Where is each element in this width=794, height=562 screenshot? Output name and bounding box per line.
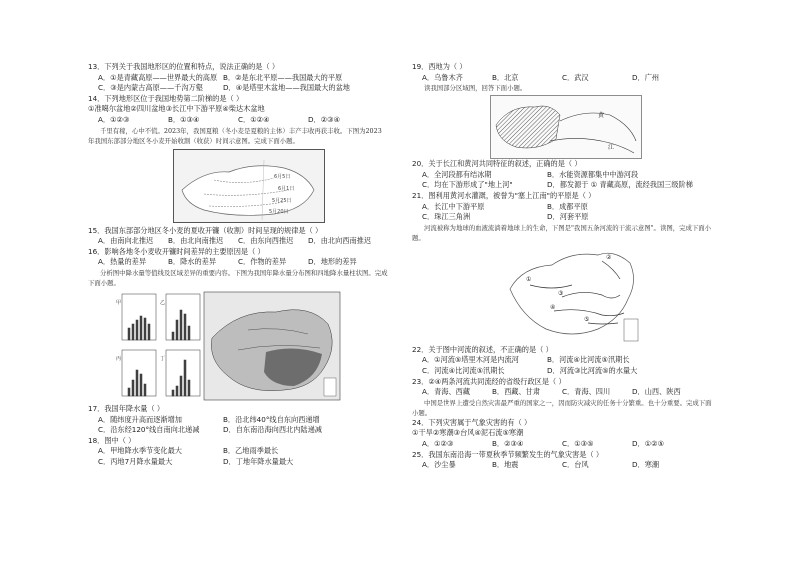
q14-options bbox=[88, 115, 388, 126]
q20-stem: 20．关于长江和黄河共同特征的叙述，正确的是（ ） bbox=[412, 159, 582, 169]
q23-option-c[interactable]: C．青海、四川 bbox=[562, 387, 611, 397]
q24-option-d[interactable]: D．①②⑤ bbox=[632, 438, 665, 448]
q14-items: ①准噶尔盆地②四川盆地③长江中下游平原④柴达木盆地 bbox=[88, 104, 265, 114]
rainfall-charts-and-map bbox=[88, 290, 388, 404]
river-label-1: ① bbox=[526, 275, 532, 283]
left-column bbox=[88, 62, 388, 468]
passage-harvest: 千里有稼，心中不慌。2023年，我国夏粮（冬小麦是夏粮的主体）丰产丰收再获丰收。下图为2023年我国东部部分地区冬小麦开始收割（收获）时间示意图。完成下面小题。 bbox=[88, 126, 382, 145]
q19-options bbox=[412, 73, 712, 84]
q14-option-c[interactable]: C．①②④ bbox=[238, 114, 270, 124]
q22-option-c[interactable]: C．河流④比河流⑤汛期长 bbox=[422, 365, 505, 375]
q22-option-a[interactable]: A．①河流⑤塔里木河是内流河 bbox=[422, 355, 519, 365]
bar-label-jia: 甲 bbox=[116, 299, 122, 306]
harvest-map-image bbox=[174, 150, 324, 222]
q21-option-a[interactable]: A．长江中下游平原 bbox=[422, 201, 485, 211]
q18-options bbox=[88, 446, 388, 457]
q20-options-2 bbox=[412, 180, 712, 191]
q16-option-d[interactable]: D．地形的差异 bbox=[308, 257, 357, 267]
q25-option-d[interactable]: D．寒潮 bbox=[632, 460, 660, 470]
passage-disasters: 中国是世界上遭受自然灾害最严重的国家之一，因而防灾减灾的任务十分繁重。也十分重要。完成下面小题。 bbox=[412, 398, 712, 417]
q19-option-b[interactable]: B．北京 bbox=[492, 72, 519, 82]
passage-rivers: 河流被称为地球的血液流淌着地球上的生命，下图是"我国五条河流的干流示意图"。读图，完成下面小题。 bbox=[412, 223, 712, 242]
q17-options-2 bbox=[88, 425, 388, 436]
passage-rainfall: 分析图中降水量等值线及区域差异的重要内容。下图为我国年降水量分布图和四地降水量柱状图。完成下面小题。 bbox=[88, 268, 388, 287]
q25-option-b[interactable]: B．地震 bbox=[492, 460, 519, 470]
q13-options bbox=[88, 73, 388, 84]
q14-stem: 14．下列地形区位于我国地势第二阶梯的是（ ） bbox=[88, 93, 244, 103]
q17-option-d[interactable]: D．自东南沿海向西北内陆递减 bbox=[223, 425, 322, 435]
q20-option-b[interactable]: B．水能资源都集中中游河段 bbox=[547, 169, 639, 179]
harvest-label-3: 5月25日 bbox=[272, 197, 292, 204]
river-label-4: ④ bbox=[550, 303, 556, 311]
region-label-jiang: 江 bbox=[608, 144, 615, 152]
q21-option-c[interactable]: C．珠江三角洲 bbox=[422, 212, 471, 222]
q13-option-a[interactable]: A．①是青藏高原——世界最大的高原 bbox=[98, 72, 218, 82]
q22-option-b[interactable]: B．河流④比河流⑤汛期长 bbox=[547, 355, 630, 365]
bar-label-yi: 乙 bbox=[160, 299, 166, 306]
q23-stem: 23．②④两条河流共同流经的省级行政区是（ ） bbox=[412, 376, 566, 386]
q24-options bbox=[412, 439, 712, 450]
rainfall-map bbox=[204, 292, 340, 400]
q22-stem: 22．关于图中河流的叙述，不正确的是（ ） bbox=[412, 344, 553, 354]
q21-stem: 21．图利用黄河水灌溉，被誉为"塞上江南"的平原是（ ） bbox=[412, 190, 596, 200]
q16-option-a[interactable]: A．热量的差异 bbox=[98, 257, 147, 267]
q23-option-a[interactable]: A．青海、西藏 bbox=[422, 387, 471, 397]
q25-options bbox=[412, 460, 712, 471]
bar-label-ding: 丁 bbox=[160, 355, 166, 362]
q18-option-d[interactable]: D．丁地年降水量最大 bbox=[223, 456, 294, 466]
q25-option-c[interactable]: C．台风 bbox=[562, 460, 589, 470]
q16-option-b[interactable]: B．降水的差异 bbox=[168, 257, 217, 267]
q14-option-d[interactable]: D．②③④ bbox=[308, 114, 341, 124]
q13-option-b[interactable]: B．②是东北平原——我国最大的平原 bbox=[223, 72, 343, 82]
q15-option-c[interactable]: C．由东向西推迟 bbox=[238, 236, 294, 246]
q13-stem: 13．下列关于我国地形区的位置和特点，说法正确的是（ ） bbox=[88, 62, 280, 71]
q24-option-c[interactable]: C．①③⑤ bbox=[562, 438, 594, 448]
q21-options bbox=[412, 202, 712, 213]
q16-option-c[interactable]: C．作物的差异 bbox=[238, 257, 287, 267]
harvest-label-4: 5月20日 bbox=[269, 208, 289, 215]
q19-option-c[interactable]: C．武汉 bbox=[562, 72, 589, 82]
q17-option-a[interactable]: A．随纬度升高而逐渐增加 bbox=[98, 414, 182, 424]
q21-option-b[interactable]: B．成都平原 bbox=[547, 201, 588, 211]
q15-stem: 15．我国东部部分地区冬小麦的夏收开镰（收割）时间呈现的规律是（ ） bbox=[88, 225, 323, 235]
q16-stem: 16．影响各地冬小麦收开镰时间差异的主要原因是（ ） bbox=[88, 246, 265, 256]
harvest-map bbox=[173, 149, 325, 223]
q23-option-d[interactable]: D．山西、陕西 bbox=[632, 387, 681, 397]
q19-option-d[interactable]: D．广州 bbox=[632, 72, 660, 82]
q16-options bbox=[88, 257, 388, 268]
q14-option-a[interactable]: A．①②③ bbox=[98, 114, 130, 124]
q18-option-a[interactable]: A．甲地降水季节变化最大 bbox=[98, 446, 182, 456]
q15-options bbox=[88, 236, 388, 247]
q22-options bbox=[412, 355, 712, 366]
q13-options-2 bbox=[88, 83, 388, 94]
q13-option-c[interactable]: C．③是内蒙古高原——千沟万壑 bbox=[98, 83, 203, 93]
q20-options bbox=[412, 170, 712, 181]
harvest-label-1: 6月5日 bbox=[274, 173, 291, 180]
river-map bbox=[502, 245, 642, 345]
q18-options-2 bbox=[88, 457, 388, 468]
q20-option-d[interactable]: D．都发源于 ① 青藏高原，流经我国三级阶梯 bbox=[547, 180, 693, 190]
q20-option-a[interactable]: A．全河段都有结冰期 bbox=[422, 169, 492, 179]
bar-chart-bing bbox=[122, 350, 156, 396]
q24-option-b[interactable]: B．②③④ bbox=[492, 438, 524, 448]
q24-items: ①干旱②寒潮③台风④泥石流⑤寒潮 bbox=[412, 428, 524, 438]
region-map-image bbox=[490, 95, 642, 159]
region-map bbox=[490, 95, 642, 159]
q13-option-d[interactable]: D．④是塔里木盆地——我国最大的盆地 bbox=[223, 83, 350, 93]
q19-option-a[interactable]: A．乌鲁木齐 bbox=[422, 72, 463, 82]
rainfall-figure bbox=[88, 290, 388, 404]
river-label-2: ② bbox=[606, 253, 612, 261]
q17-options bbox=[88, 415, 388, 426]
harvest-label-2: 6月1日 bbox=[278, 185, 295, 192]
q25-stem: 25．我国东南沿海一带夏秋季节频繁发生的气象灾害是（ ） bbox=[412, 449, 604, 459]
q24-option-a[interactable]: A．①②③ bbox=[422, 438, 454, 448]
q25-option-a[interactable]: A．沙尘暴 bbox=[422, 460, 456, 470]
q15-option-b[interactable]: B．由北向南推迟 bbox=[168, 236, 224, 246]
q18-stem: 18．图中（ ） bbox=[88, 435, 136, 445]
q22-option-d[interactable]: D．河流③比河流⑤的水量大 bbox=[547, 365, 638, 375]
right-column bbox=[412, 62, 712, 471]
bar-chart-ding bbox=[166, 350, 200, 396]
q23-option-b[interactable]: B．西藏、甘肃 bbox=[492, 387, 541, 397]
bar-chart-jia bbox=[122, 294, 156, 340]
q17-option-c[interactable]: C．沿东经120°线自南向北递减 bbox=[98, 425, 200, 435]
region-label-huang: 黄 bbox=[598, 112, 605, 120]
q22-options-2 bbox=[412, 366, 712, 377]
river-label-5: ⑤ bbox=[584, 315, 590, 323]
q24-stem: 24．下列灾害属于气象灾害的有（ ） bbox=[412, 417, 532, 427]
q15-option-a[interactable]: A．由南向北推迟 bbox=[98, 236, 154, 246]
q21-option-d[interactable]: D．河套平原 bbox=[547, 212, 589, 222]
q17-stem: 17．我国年降水量（ ） bbox=[88, 403, 165, 413]
river-map-image bbox=[502, 245, 642, 345]
q19-stem: 19．西地为（ ） bbox=[412, 62, 467, 71]
q15-option-d[interactable]: D．由北向西南推迟 bbox=[308, 236, 372, 246]
bar-label-bing: 丙 bbox=[116, 355, 122, 362]
q20-option-c[interactable]: C．均在下游形成了"地上河" bbox=[422, 180, 513, 190]
q17-option-b[interactable]: B．沿北纬40°线自东向西递增 bbox=[223, 414, 320, 424]
q21-options-2 bbox=[412, 212, 712, 223]
q18-option-b[interactable]: B．乙地雨季最长 bbox=[223, 446, 279, 456]
q23-options bbox=[412, 387, 712, 398]
bar-chart-yi bbox=[166, 294, 200, 340]
q14-option-b[interactable]: B．①③④ bbox=[168, 114, 200, 124]
q19-caption: 读我国部分区域图，回答下面小题。 bbox=[424, 84, 527, 93]
q18-option-c[interactable]: C．丙地7月降水量最大 bbox=[98, 456, 173, 466]
river-label-3: ③ bbox=[558, 289, 564, 297]
